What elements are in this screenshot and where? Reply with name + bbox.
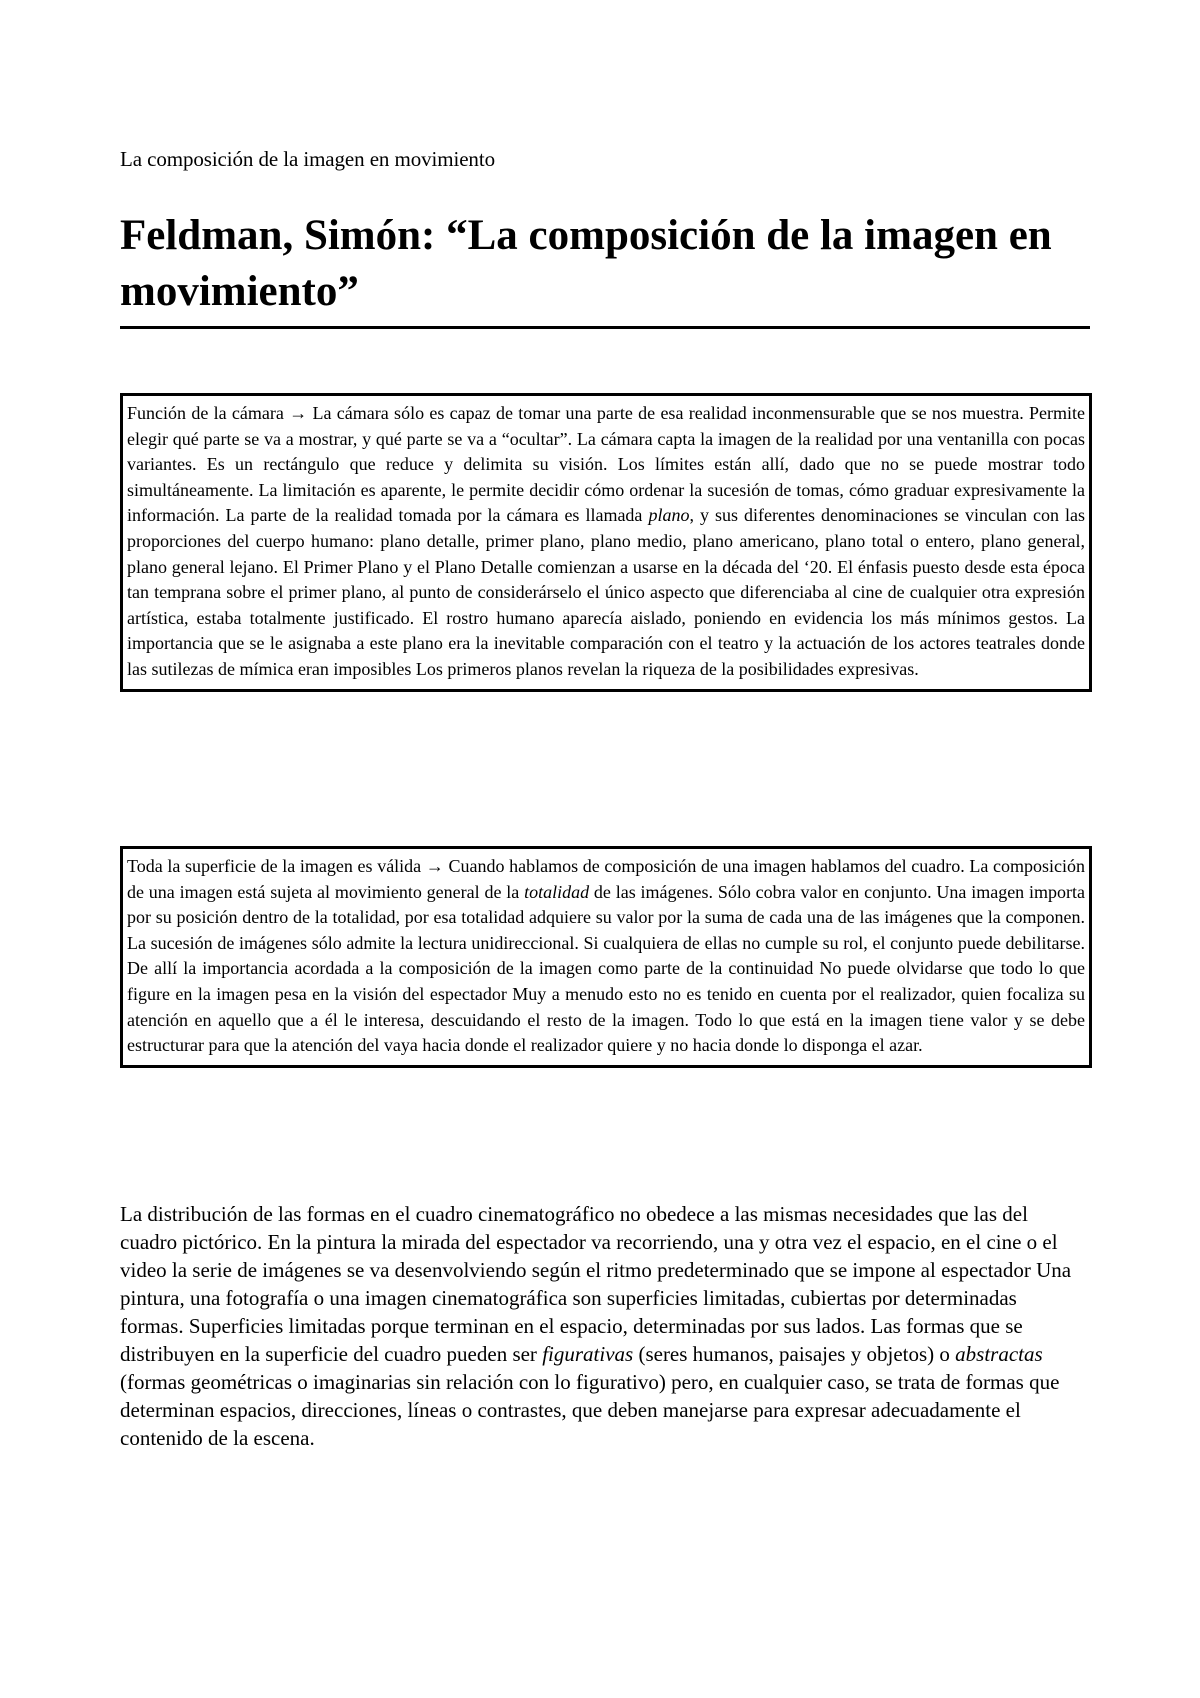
- running-header: La composición de la imagen en movimiento: [120, 147, 495, 171]
- box-text: , y sus diferentes denominaciones se vinculan con las proporciones del cuerpo humano: plano detalle, primer plano, plano medio, plano americano, plano total o entero, plano general, plano general lejano. El Primer Plano y el Plano Detalle comienzan a usarse en la década del ‘20. El énfasis puesto desde esta época tan temprana sobre el primer plano, al punto de considerárselo el único aspecto que diferenciaba al cine de cualquier otra expresión artística, estaba totalmente justificado. El rostro humano aparecía aislado, poniendo en evidencia los más mínimos gestos. La importancia que se le asignaba a este plano era la inevitable comparación con el teatro y la actuación de los actores teatrales donde las sutilezas de mímica eran imposibles Los primeros planos revelan la riqueza de la posibilidades expresivas.: [127, 505, 1085, 679]
- body-text-part: (seres humanos, paisajes y objetos) o: [633, 1342, 956, 1366]
- body-paragraph: [120, 1200, 1085, 1452]
- box-paragraph: [127, 854, 1085, 1059]
- summary-box-image-surface: [120, 846, 1092, 1068]
- box-heading: Toda la superficie de la imagen es válida: [127, 856, 426, 876]
- document-title: Feldman, Simón: “La composición de la imagen en movimiento”: [120, 208, 1090, 329]
- summary-box-camera-function: [120, 393, 1092, 692]
- box-text: La cámara sólo es capaz de tomar una parte de esa realidad inconmensurable que se nos muestra. Permite elegir qué parte se va a mostrar, y qué parte se va a “ocultar”. La cámara capta la imagen de la realidad por una ventanilla con pocas variantes. Es un rectángulo que reduce y delimita su visión. Los límites están allí, dado que no se puede mostrar todo simultáneamente. La limitación es aparente, le permite decidir cómo ordenar la sucesión de tomas, cómo graduar expresivamente la información. La parte de la realidad tomada por la cámara es llamada: [127, 403, 1085, 526]
- right-arrow-icon: →: [425, 856, 444, 876]
- italic-term: plano: [648, 505, 690, 526]
- box-heading: Función de la cámara: [127, 403, 290, 423]
- italic-term: totalidad: [524, 881, 590, 902]
- box-text: Cuando hablamos de composición de una imagen hablamos del cuadro. La composición de una imagen está sujeta al movimiento general de la: [127, 856, 1085, 902]
- body-text-part: La distribución de las formas en el cuadro cinematográfico no obedece a las mismas necesidades que las del cuadro pictórico. En la pintura la mirada del espectador va recorriendo, una y otra vez el espacio, en el cine o el video la serie de imágenes se va desenvolviendo según el ritmo predeterminado que se impone al espectador Una pintura, una fotografía o una imagen cinematográfica son superficies limitadas, cubiertas por determinadas formas. Superficies limitadas porque terminan en el espacio, determinadas por sus lados. Las formas que se distribuyen en la superficie del cuadro pueden ser: [120, 1202, 1072, 1366]
- box-text: de las imágenes. Sólo cobra valor en conjunto. Una imagen importa por su posición dentro de la totalidad, por esa totalidad adquiere su valor por la suma de cada una de las imágenes que la componen. La sucesión de imágenes sólo admite la lectura unidireccional. Si cualquiera de ellas no cumple su rol, el conjunto puede debilitarse. De allí la importancia acordada a la composición de la imagen como parte de la continuidad No puede olvidarse que todo lo que figure en la imagen pesa en la visión del espectador Muy a menudo esto no es tenido en cuenta por el realizador, quien focaliza su atención en aquello que a él le interesa, descuidando el resto de la imagen. Todo lo que está en la imagen tiene valor y se debe estructurar para que la atención del vaya hacia donde el realizador quiere y no hacia donde lo disponga el azar.: [127, 881, 1085, 1056]
- body-text-part: (formas geométricas o imaginarias sin relación con lo figurativo) pero, en cualquier caso, se trata de formas que determinan espacios, direcciones, líneas o contrastes, que deben manejarse para expresar adecuadamente el contenido de la escena.: [120, 1370, 1060, 1450]
- right-arrow-icon: →: [289, 403, 308, 423]
- italic-term: figurativas: [542, 1342, 634, 1366]
- box-paragraph: [127, 401, 1085, 683]
- italic-term: abstractas: [955, 1342, 1043, 1366]
